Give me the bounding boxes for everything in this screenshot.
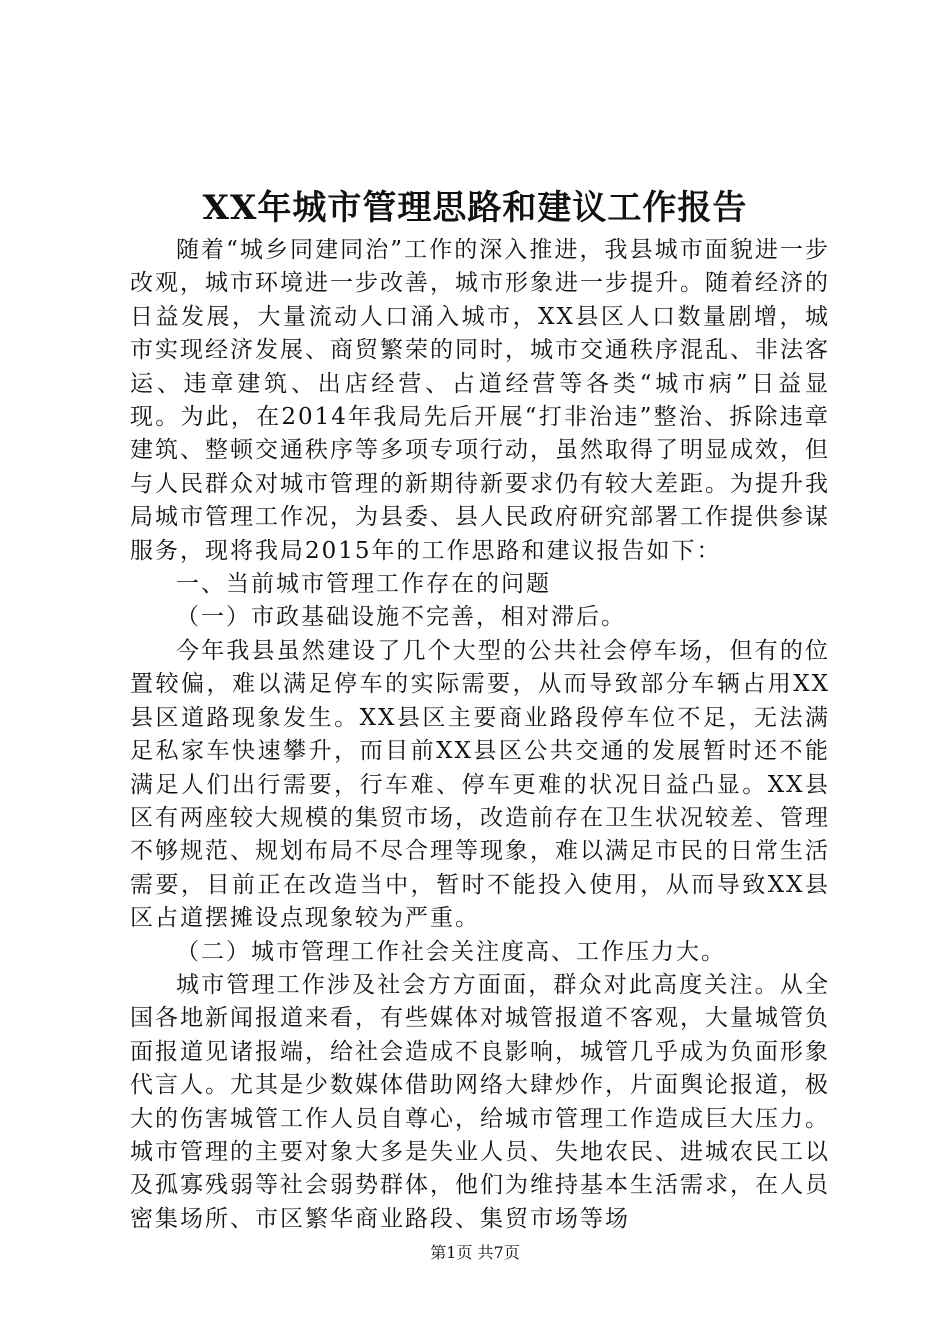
paragraph-public-attention: 城市管理工作涉及社会方方面面，群众对此高度关注。从全国各地新闻报道来看，有些媒体对城管报道不客观，大量城管负面报道见诸报端，给社会造成不良影响，城管几乎成为负面形象代言人。尤其是少数媒体借助网络大肆炒作，片面舆论报道，极大的伤害城管工作人员自尊心，给城市管理工作造成巨大压力。城市管理的主要对象大多是失业人员、失地农民、进城农民工以及孤寡残弱等社会弱势群体，他们为维持基本生活需求，在人员密集场所、市区繁华商业路段、集贸市场等场 xyxy=(130,971,830,1232)
section-heading-1: 一、当前城市管理工作存在的问题 xyxy=(176,571,551,598)
paragraph-infrastructure: 今年我县虽然建设了几个大型的公共社会停车场，但有的位置较偏，难以满足停车的实际需要，从而导致部分车辆占用XX县区道路现象发生。XX县区主要商业路段停车位不足，无法满足私家车快速攀升，而目前XX县区公共交通的发展暂时还不能满足人们出行需要，行车难、停车更难的状况日益凸显。XX县区有两座较大规模的集贸市场，改造前存在卫生状况较差、管理不够规范、规划布局不尽合理等现象，难以满足市民的日常生活需要，目前正在改造当中，暂时不能投入使用，从而导致XX县区占道摆摊设点现象较为严重。 xyxy=(130,637,830,932)
subsection-heading-1: （一）市政基础设施不完善，相对滞后。 xyxy=(176,604,626,631)
document-title: XX年城市管理思路和建议工作报告 xyxy=(202,188,748,228)
paragraph-intro: 随着“城乡同建同治”工作的深入推进，我县城市面貌进一步改观，城市环境进一步改善，城市形象进一步提升。随着经济的日益发展，大量流动人口涌入城市，XX县区人口数量剧增，城市实现经济发展、商贸繁荣的同时，城市交通秩序混乱、非法客运、违章建筑、出店经营、占道经营等各类“城市病”日益显现。为此，在2014年我局先后开展“打非治违”整治、拆除违章建筑、整顿交通秩序等多项专项行动，虽然取得了明显成效，但与人民群众对城市管理的新期待新要求仍有较大差距。为提升我局城市管理工作况，为县委、县人民政府研究部署工作提供参谋服务，现将我局2015年的工作思路和建议报告如下： xyxy=(130,237,830,564)
page-number-footer: 第1页 共7页 xyxy=(430,1243,520,1262)
subsection-heading-2: （二）城市管理工作社会关注度高、工作压力大。 xyxy=(176,938,726,965)
document-body xyxy=(130,234,830,1236)
